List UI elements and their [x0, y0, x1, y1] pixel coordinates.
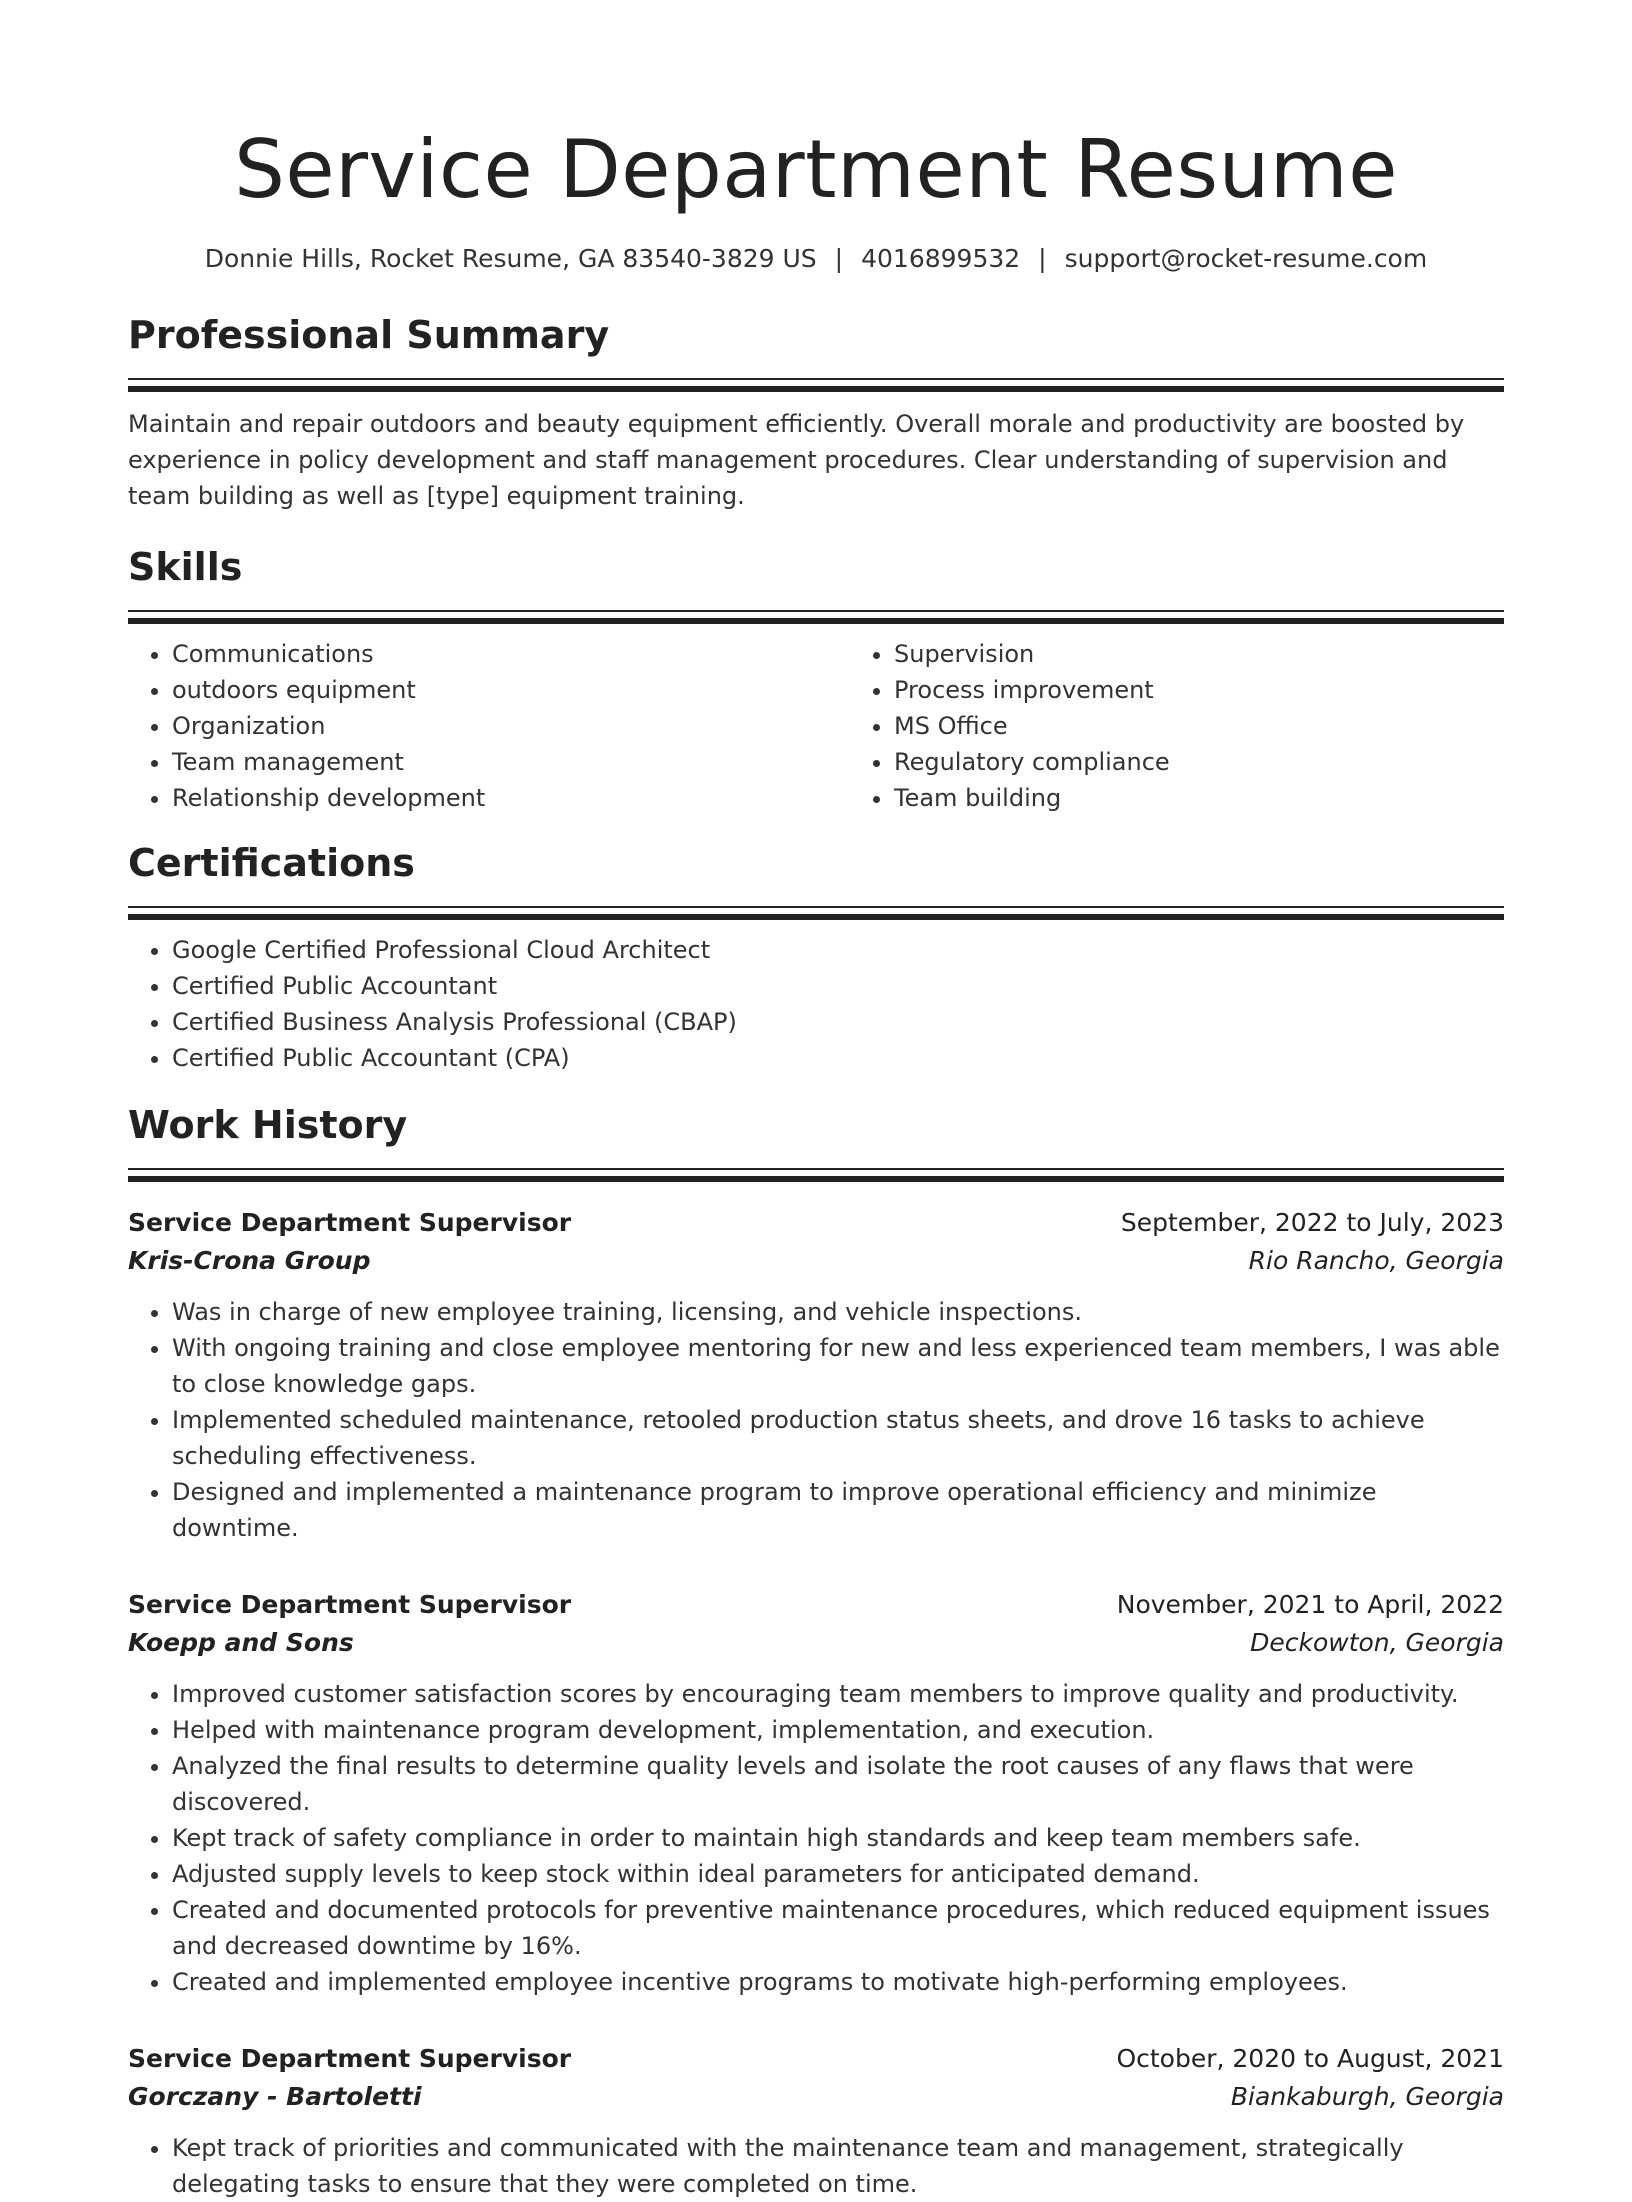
section-divider-thick	[128, 1176, 1504, 1182]
section-divider	[128, 610, 1504, 612]
job-duties	[128, 2130, 1504, 2202]
job-duty-item: • Improved customer satisfaction scores by encouraging team members to improve quality and productivity.	[172, 1676, 1504, 1712]
skills-columns	[128, 624, 1504, 816]
skill-item: • Team building	[894, 780, 1572, 816]
skill-item: • Team management	[172, 744, 850, 780]
job-dates: October, 2020 to August, 2021	[1116, 2044, 1504, 2073]
job-duty-item: • Kept track of safety compliance in order to maintain high standards and keep team members safe.	[172, 1820, 1504, 1856]
contact-address: Donnie Hills, Rocket Resume, GA 83540-3829 US	[204, 244, 817, 273]
contact-separator: |	[834, 244, 844, 273]
contact-phone: 4016899532	[861, 244, 1021, 273]
section-divider	[128, 906, 1504, 908]
job-subheader	[128, 1624, 1504, 1662]
contact-separator: |	[1038, 244, 1047, 273]
job-subheader	[128, 1242, 1504, 1280]
job-duty-item: • Created and implemented employee incentive programs to motivate high-performing employees.	[172, 1964, 1504, 2000]
job-subheader	[128, 2078, 1504, 2116]
job-duty-item: • Was in charge of new employee training, licensing, and vehicle inspections.	[172, 1294, 1504, 1330]
job-company: Koepp and Sons	[128, 1628, 354, 1657]
job-duty-item: • Designed and implemented a maintenance program to improve operational efficiency and minimize downtime.	[172, 1474, 1504, 1546]
summary-text: Maintain and repair outdoors and beauty equipment efficiently. Overall morale and productivity are boosted by experience in policy development and staff management procedures. Clear understanding of supervision and team building as well as [type] equipment training.	[128, 410, 1465, 510]
job-title: Service Department Supervisor	[128, 2044, 572, 2073]
skill-item: • MS Office	[894, 708, 1572, 744]
job-duty-item: • Adjusted supply levels to keep stock within ideal parameters for anticipated demand.	[172, 1856, 1504, 1892]
section-heading-summary: Professional Summary	[128, 313, 610, 357]
section-divider	[128, 378, 1504, 380]
job-entry	[128, 2040, 1504, 2202]
certification-item: • Certified Public Accountant	[172, 968, 1504, 1004]
certification-item: • Certified Public Accountant (CPA)	[172, 1040, 1504, 1076]
section-heading-certifications: Certifications	[128, 841, 415, 885]
certifications-section	[128, 838, 1504, 1076]
skill-item: • Organization	[172, 708, 850, 744]
job-duty-item: • Implemented scheduled maintenance, retooled production status sheets, and drove 16 tasks to achieve scheduling effectiveness.	[172, 1402, 1504, 1474]
job-location: Deckowton, Georgia	[1250, 1628, 1504, 1657]
job-dates: November, 2021 to April, 2022	[1116, 1590, 1504, 1619]
job-duty-item: • Kept track of priorities and communicated with the maintenance team and management, strategically delegating tasks to ensure that they were completed on time.	[172, 2130, 1504, 2202]
section-heading-skills: Skills	[128, 545, 243, 589]
resume-page	[128, 118, 1504, 2202]
job-dates: September, 2022 to July, 2023	[1120, 1208, 1504, 1237]
job-location: Biankaburgh, Georgia	[1230, 2082, 1504, 2111]
skill-item: • outdoors equipment	[172, 672, 850, 708]
job-duty-item: • Helped with maintenance program development, implementation, and execution.	[172, 1712, 1504, 1748]
page-title: Service Department Resume	[234, 123, 1398, 216]
certifications-list	[128, 932, 1504, 1076]
job-company: Gorczany - Bartoletti	[128, 2082, 422, 2111]
job-duties	[128, 1294, 1504, 1546]
skills-list-left	[128, 636, 850, 816]
skills-list-right	[850, 636, 1572, 816]
job-duty-item: • Analyzed the final results to determine quality levels and isolate the root causes of any flaws that were discovered.	[172, 1748, 1504, 1820]
certification-item: • Google Certified Professional Cloud Architect	[172, 932, 1504, 968]
job-entry	[128, 1204, 1504, 1546]
section-divider	[128, 1168, 1504, 1170]
job-entry	[128, 1586, 1504, 2000]
certification-item: • Certified Business Analysis Professional (CBAP)	[172, 1004, 1504, 1040]
job-header	[128, 1204, 1504, 1242]
contact-line	[128, 242, 1504, 276]
work-history-section	[128, 1100, 1504, 2202]
job-duty-item: • With ongoing training and close employee mentoring for new and less experienced team members, I was able to close knowledge gaps.	[172, 1330, 1504, 1402]
job-title: Service Department Supervisor	[128, 1590, 572, 1619]
job-duty-item: • Created and documented protocols for preventive maintenance procedures, which reduced equipment issues and decreased downtime by 16%.	[172, 1892, 1504, 1964]
job-header	[128, 2040, 1504, 2078]
skill-item: • Communications	[172, 636, 850, 672]
contact-email: support@rocket-resume.com	[1064, 244, 1428, 273]
skills-section	[128, 542, 1504, 816]
section-divider-thick	[128, 914, 1504, 920]
skill-item: • Process improvement	[894, 672, 1572, 708]
summary-section	[128, 310, 1504, 514]
section-divider-thick	[128, 386, 1504, 392]
job-title: Service Department Supervisor	[128, 1208, 572, 1237]
skill-item: • Supervision	[894, 636, 1572, 672]
job-company: Kris-Crona Group	[128, 1246, 371, 1275]
section-heading-work-history: Work History	[128, 1103, 408, 1147]
job-header	[128, 1586, 1504, 1624]
skill-item: • Regulatory compliance	[894, 744, 1572, 780]
skill-item: • Relationship development	[172, 780, 850, 816]
job-location: Rio Rancho, Georgia	[1248, 1246, 1504, 1275]
job-duties	[128, 1676, 1504, 2000]
